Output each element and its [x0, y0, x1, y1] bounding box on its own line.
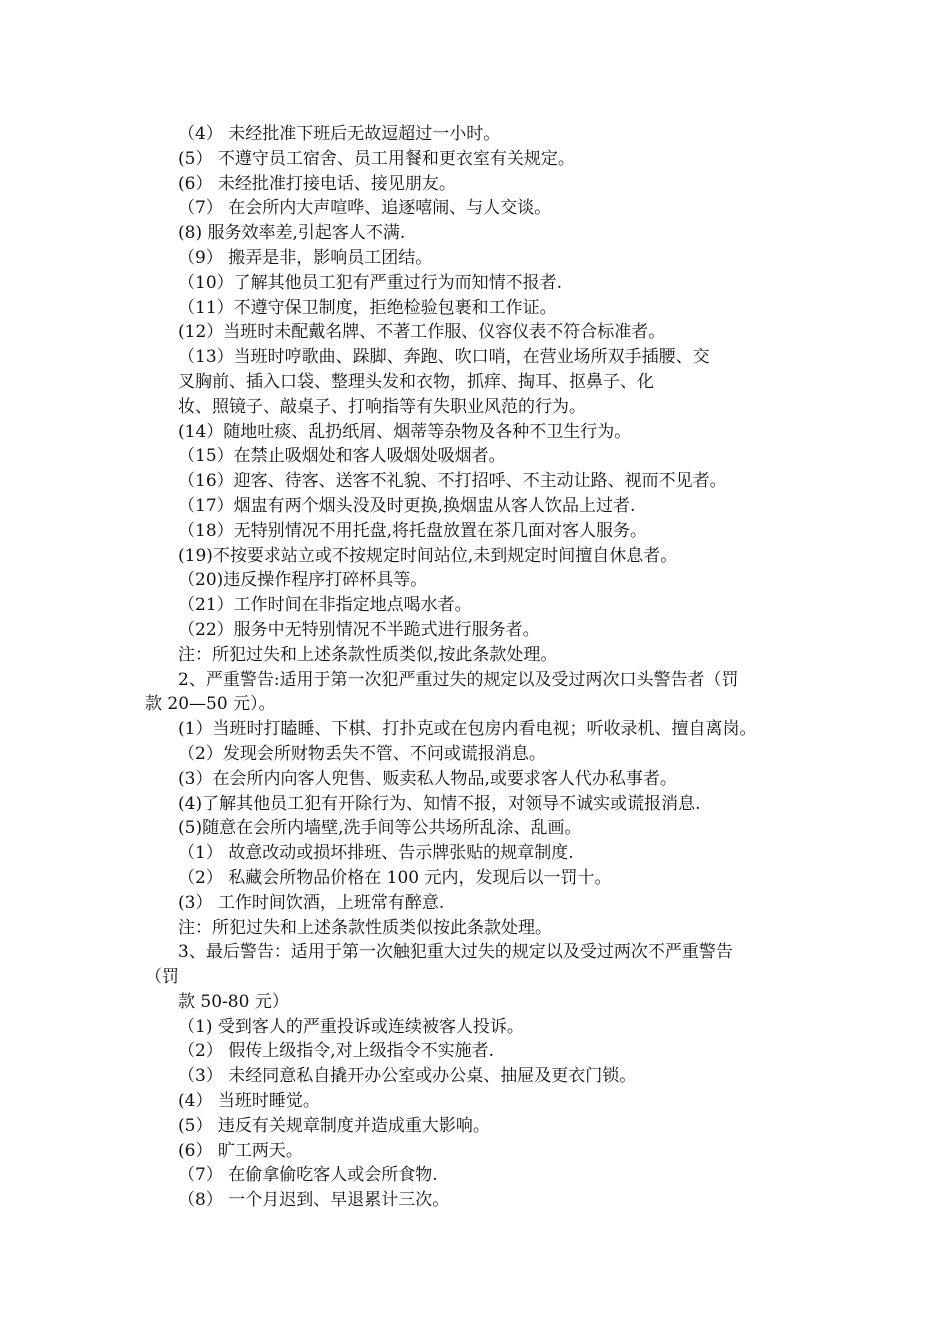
text-line: 叉胸前、插入口袋、整理头发和衣物，抓痒、掏耳、抠鼻子、化 [178, 371, 654, 392]
text-line: （10）了解其他员工犯有严重过行为而知情不报者. [178, 272, 563, 293]
text-line: （1） 故意改动或损坏排班、告示牌张贴的规章制度. [178, 843, 574, 864]
text-line: (1）当班时打瞌睡、下棋、打扑克或在包房内看电视；听收录机、擅自离岗。 [178, 719, 757, 740]
text-line: 注：所犯过失和上述条款性质类似按此条款处理。 [178, 917, 552, 938]
text-line: (19)不按要求站立或不按规定时间站位,未到规定时间擅自休息者。 [178, 545, 678, 566]
text-line: （3） 未经同意私自撬开办公室或办公桌、抽屉及更衣门锁。 [178, 1066, 637, 1087]
text-line: (3） 工作时间饮酒，上班常有醉意. [178, 892, 445, 913]
text-line: （8） 一个月迟到、早退累计三次。 [178, 1190, 450, 1211]
document-body [145, 122, 835, 1213]
text-line: (5)随意在会所内墙壁,洗手间等公共场所乱涂、乱画。 [178, 818, 582, 839]
text-line: （4） 未经批准下班后无故逗超过一小时。 [178, 124, 501, 144]
text-line: 注：所犯过失和上述条款性质类似,按此条款处理。 [178, 644, 558, 665]
text-line: （7） 在会所内大声喧哗、追逐嘻闹、与人交谈。 [178, 198, 552, 219]
text-line: (8) 服务效率差,引起客人不满. [178, 223, 406, 244]
text-line: （20)违反操作程序打碎杯具等。 [178, 570, 428, 591]
text-line: （2） 私藏会所物品价格在 100 元内，发现后以一罚十。 [178, 867, 612, 888]
text-line: （7） 在偷拿偷吃客人或会所食物. [178, 1165, 438, 1186]
text-line: 款 50-80 元） [178, 991, 289, 1012]
text-line: 3、最后警告：适用于第一次触犯重大过失的规定以及受过两次不严重警告 [178, 942, 733, 963]
text-line: (14）随地吐痰、乱扔纸屑、烟蒂等杂物及各种不卫生行为。 [178, 421, 632, 442]
text-line: (6） 旷工两天。 [178, 1140, 303, 1161]
text-line: （2） 假传上级指令,对上级指令不实施者. [178, 1041, 495, 1062]
text-line: 妆、照镜子、敲桌子、打响指等有失职业风范的行为。 [178, 396, 586, 417]
text-line: （18）无特别情况不用托盘,将托盘放置在茶几面对客人服务。 [178, 520, 648, 541]
text-line: （15）在禁止吸烟处和客人吸烟处吸烟者。 [178, 446, 506, 467]
text-line: (6） 未经批准打接电话、接见朋友。 [178, 173, 456, 194]
text-line: 款 20—50 元）。 [145, 694, 276, 715]
text-line: (3）在会所内向客人兜售、贩卖私人物品,或要求客人代办私事者。 [178, 768, 677, 789]
text-line: （9） 搬弄是非，影响员工团结。 [178, 247, 433, 268]
text-line: (5） 不遵守员工宿舍、员工用餐和更衣室有关规定。 [178, 148, 575, 169]
text-line: （1) 受到客人的严重投诉或连续被客人投诉。 [178, 1016, 524, 1037]
text-line: （11）不遵守保卫制度，拒绝检验包裹和工作证。 [178, 297, 557, 318]
text-line: （罚 [145, 967, 179, 988]
text-line: (5） 违反有关规章制度并造成重大影响。 [178, 1115, 490, 1136]
text-line: (12）当班时未配戴名牌、不著工作服、仪容仪表不符合标准者。 [178, 322, 666, 343]
text-line: (4） 当班时睡觉。 [178, 1091, 320, 1112]
text-line: （16）迎客、待客、送客不礼貌、不打招呼、不主动让路、视而不见者。 [178, 471, 727, 492]
text-line: 2、严重警告:适用于第一次犯严重过失的规定以及受过两次口头警告者（罚 [178, 669, 739, 690]
text-line: （22）服务中无特别情况不半跪式进行服务者。 [178, 619, 540, 640]
text-line: (4)了解其他员工犯有开除行为、知情不报，对领导不诚实或谎报消息. [178, 793, 701, 814]
text-line: （17）烟盅有两个烟头没及时更换,换烟盅从客人饮品上过者. [178, 495, 636, 516]
text-line: （21）工作时间在非指定地点喝水者。 [178, 595, 472, 616]
text-line: （13）当班时哼歌曲、跺脚、奔跑、吹口哨，在营业场所双手插腰、交 [178, 347, 710, 368]
text-line: （2）发现会所财物丢失不管、不问或谎报消息。 [178, 743, 546, 764]
